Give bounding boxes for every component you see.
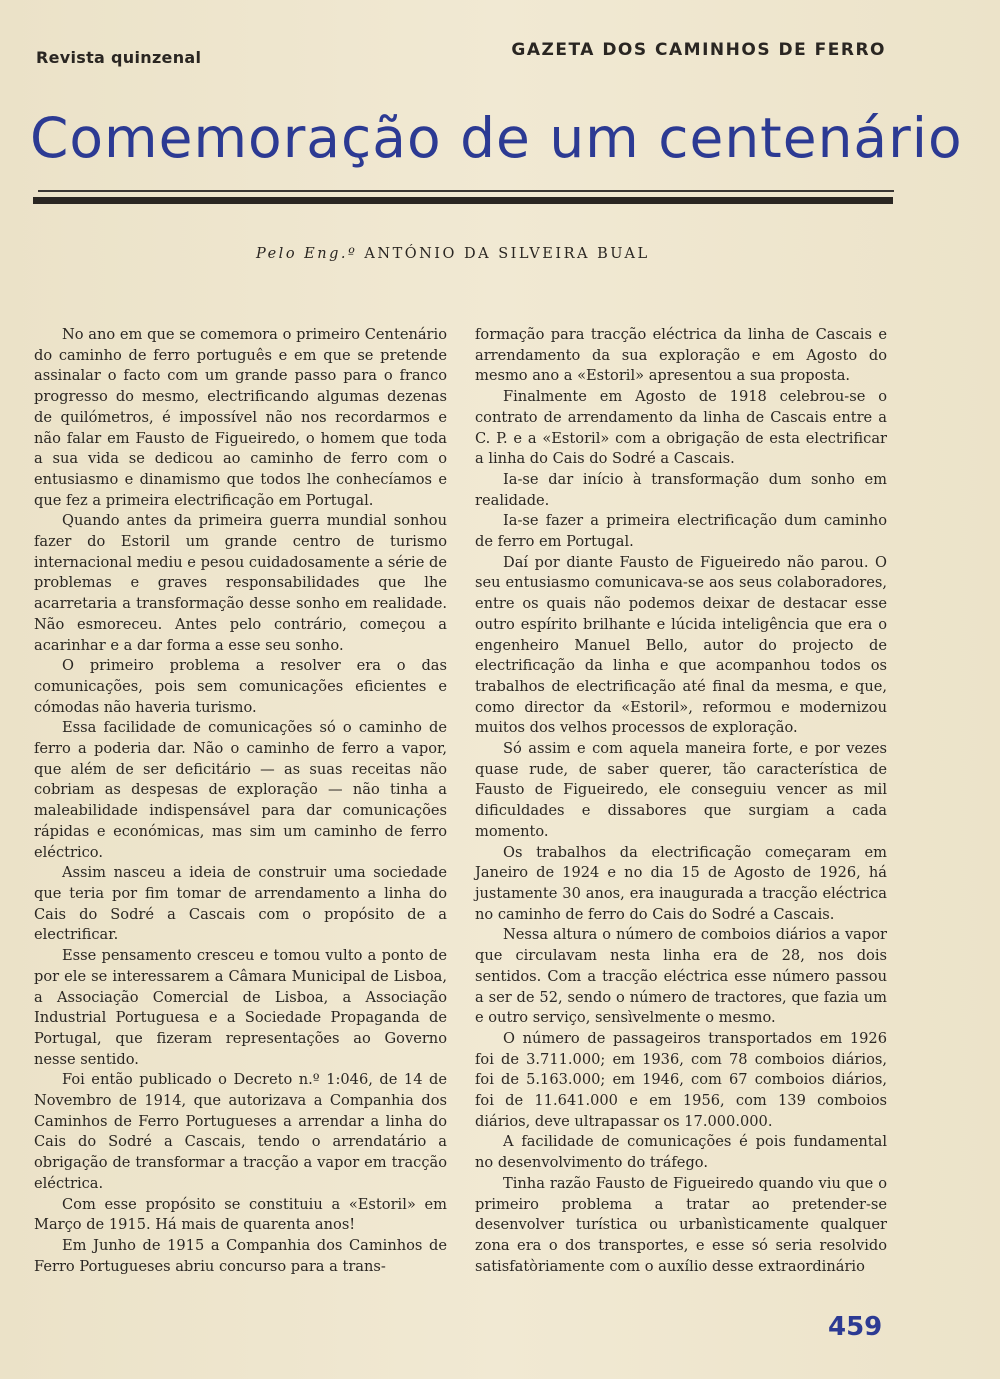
paragraph: Só assim e com aquela maneira forte, e por vezes quase rude, de saber querer, tão característica de Fausto de Figueiredo, ele conseguiu vencer as mil dificuldades e dissabores que surgiam a cada momento. bbox=[475, 740, 887, 840]
paragraph: Essa facilidade de comunicações só o caminho de ferro a poderia dar. Não o caminho de ferro a vapor, que além de ser deficitário — as suas receitas não cobriam as despesas de exploração — não tinha a maleabilidade indispensável para dar comunicações rápidas e económicas, mas sim um caminho de ferro eléctrico. bbox=[34, 719, 447, 861]
paragraph: Em Junho de 1915 a Companhia dos Caminhos de Ferro Portugueses abriu concurso para a trans- bbox=[34, 1236, 447, 1275]
header-periodicity: Revista quinzenal bbox=[36, 48, 202, 67]
paragraph: Tinha razão Fausto de Figueiredo quando viu que o primeiro problema a tratar ao pretender-se desenvolver turística ou urbanìsticamente qualquer zona era o dos transportes, e esse só seria resolvido satisfatòriamente com o auxílio desse extraordinário bbox=[475, 1174, 887, 1275]
right-column bbox=[475, 325, 887, 1277]
byline-author: ANTÓNIO DA SILVEIRA BUAL bbox=[364, 246, 650, 262]
paragraph: Ia-se fazer a primeira electrificação dum caminho de ferro em Portugal. bbox=[475, 512, 887, 551]
paragraph: Finalmente em Agosto de 1918 celebrou-se o contrato de arrendamento da linha de Cascais entre a C. P. e a «Estoril» com a obrigação de esta electrificar a linha do Cais do Sodré a Cascais. bbox=[475, 388, 887, 468]
paragraph: Assim nasceu a ideia de construir uma sociedade que teria por fim tomar de arrendamento a linha do Cais do Sodré a Cascais com o propósito de a electrificar. bbox=[34, 864, 447, 944]
header-publication-name: GAZETA DOS CAMINHOS DE FERRO bbox=[511, 40, 886, 60]
paragraph-continued: formação para tracção eléctrica da linha de Cascais e arrendamento da sua exploração e em Agosto do mesmo ano a «Estoril» apresentou a sua proposta. bbox=[475, 326, 887, 385]
paragraph: O número de passageiros transportados em 1926 foi de 3.711.000; em 1936, com 78 comboios diários, foi de 5.163.000; em 1946, com 67 comboios diários, foi de 11.641.000 e em 1956, com 139 comboios diários, deve ultrapassar os 17.000.000. bbox=[475, 1029, 887, 1130]
article-title: Comemoração de um centenário bbox=[30, 106, 963, 170]
paragraph: A facilidade de comunicações é pois fundamental no desenvolvimento do tráfego. bbox=[475, 1133, 887, 1172]
paragraph: Os trabalhos da electrificação começaram em Janeiro de 1924 e no dia 15 de Agosto de 1926, há justamente 30 anos, era inaugurada a tracção eléctrica no caminho de ferro do Cais do Sodré a Cascais. bbox=[475, 843, 887, 923]
title-rule-thick bbox=[33, 197, 893, 204]
paragraph: No ano em que se comemora o primeiro Centenário do caminho de ferro português e em que se pretende assinalar o facto com um grande passo para o franco progresso do mesmo, electrificando algumas dezenas de quilómetros, é impossível não nos recordarmos e não falar em Fausto de Figueiredo, o homem que toda a sua vida se dedicou ao caminho de ferro com o entusiasmo e dinamismo que todos lhe conhecíamos e que fez a primeira electrificação em Portugal. bbox=[34, 326, 447, 509]
paragraph: Nessa altura o número de comboios diários a vapor que circulavam nesta linha era de 28, nos dois sentidos. Com a tracção eléctrica esse número passou a ser de 52, sendo o número de tractores, que fazia um e outro serviço, sensìvelmente o mesmo. bbox=[475, 926, 887, 1027]
paragraph: Quando antes da primeira guerra mundial sonhou fazer do Estoril um grande centro de turismo internacional mediu e pesou cuidadosamente a série de problemas e graves responsabilidades que lhe acarretaria a transformação desse sonho em realidade. Não esmoreceu. Antes pelo contrário, começou a acarinhar e a dar forma a esse seu sonho. bbox=[34, 512, 447, 654]
left-column bbox=[34, 325, 447, 1277]
paragraph: Daí por diante Fausto de Figueiredo não parou. O seu entusiasmo comunicava-se aos seus colaboradores, entre os quais não podemos deixar de destacar esse outro espírito brilhante e lúcida inteligência que era o engenheiro Manuel Bello, autor do projecto de electrificação da linha e que acompanhou todos os trabalhos de electrificação até final da mesma, e que, como director da «Estoril», reformou e modernizou muitos dos velhos processos de exploração. bbox=[475, 553, 887, 737]
paragraph: Foi então publicado o Decreto n.º 1:046, de 14 de Novembro de 1914, que autorizava a Companhia dos Caminhos de Ferro Portugueses a arrendar a linha do Cais do Sodré a Cascais, tendo o arrendatário a obrigação de transformar a tracção a vapor em tracção eléctrica. bbox=[34, 1071, 447, 1192]
byline bbox=[256, 246, 650, 262]
byline-prefix: Pelo Eng.º bbox=[256, 246, 358, 262]
title-rule-thin bbox=[38, 190, 894, 192]
page-number: 459 bbox=[828, 1312, 883, 1342]
paragraph: Esse pensamento cresceu e tomou vulto a ponto de por ele se interessarem a Câmara Municipal de Lisboa, a Associação Comercial de Lisboa, a Associação Industrial Portuguesa e a Sociedade Propaganda de Portugal, que fizeram representações ao Governo nesse sentido. bbox=[34, 947, 447, 1068]
paragraph: O primeiro problema a resolver era o das comunicações, pois sem comunicações eficientes e cómodas não haveria turismo. bbox=[34, 657, 447, 716]
paragraph: Com esse propósito se constituiu a «Estoril» em Março de 1915. Há mais de quarenta anos! bbox=[34, 1195, 447, 1234]
paragraph: Ia-se dar início à transformação dum sonho em realidade. bbox=[475, 470, 887, 509]
